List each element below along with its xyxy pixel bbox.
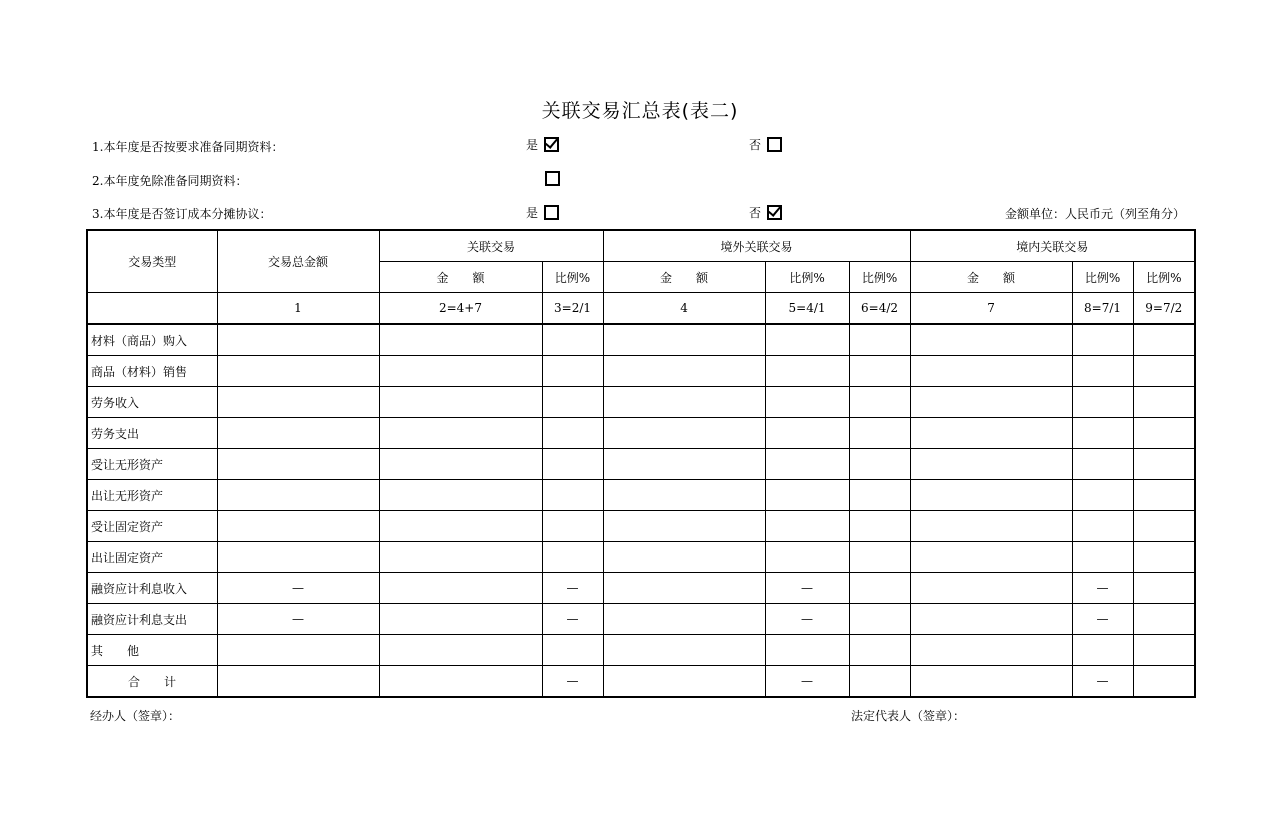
table-cell[interactable] <box>603 604 765 635</box>
table-cell[interactable] <box>1072 356 1133 387</box>
handler-signature: 经办人（签章）： <box>90 709 181 723</box>
table-cell[interactable] <box>849 511 910 542</box>
table-cell[interactable] <box>1072 324 1133 356</box>
row-label: 合 计 <box>87 666 217 698</box>
table-cell[interactable] <box>379 480 542 511</box>
table-cell[interactable]: — <box>1072 573 1133 604</box>
index-cell: 4 <box>603 293 765 325</box>
table-cell[interactable]: — <box>1072 604 1133 635</box>
row-label: 劳务收入 <box>87 387 217 418</box>
table-cell[interactable] <box>910 573 1072 604</box>
checkbox-checked-icon[interactable] <box>767 205 782 220</box>
table-cell[interactable] <box>217 542 379 573</box>
checkbox-checked-icon[interactable] <box>544 137 559 152</box>
table-cell[interactable] <box>217 666 379 698</box>
question-1-yes-label: 是 <box>526 138 539 152</box>
row-label: 融资应计利息支出 <box>87 604 217 635</box>
question-3-no-option[interactable] <box>749 204 782 221</box>
header-amount: 金 额 <box>379 262 542 293</box>
row-label: 出让固定资产 <box>87 542 217 573</box>
question-3-no-label: 否 <box>749 206 762 220</box>
table-cell[interactable] <box>542 356 603 387</box>
checkbox-empty-icon[interactable] <box>767 137 782 152</box>
table-cell[interactable]: — <box>542 573 603 604</box>
question-3-yes-label: 是 <box>526 206 539 220</box>
index-cell: 2=4+7 <box>379 293 542 325</box>
question-3-yes-option[interactable] <box>526 204 559 221</box>
table-row <box>87 604 1195 635</box>
index-cell: 6=4/2 <box>849 293 910 325</box>
table-cell[interactable] <box>379 324 542 356</box>
unit-note: 金额单位：人民币元（列至角分） <box>1004 207 1185 221</box>
checkbox-empty-icon[interactable] <box>545 171 560 186</box>
table-row <box>87 356 1195 387</box>
table-cell[interactable] <box>217 635 379 666</box>
table-cell[interactable] <box>379 573 542 604</box>
table-cell[interactable] <box>217 449 379 480</box>
table-cell[interactable] <box>379 635 542 666</box>
table-cell[interactable] <box>910 418 1072 449</box>
table-cell[interactable] <box>603 387 765 418</box>
table-cell[interactable] <box>542 418 603 449</box>
table-cell[interactable] <box>217 356 379 387</box>
index-cell: 8=7/1 <box>1072 293 1133 325</box>
summary-table <box>86 229 1196 698</box>
table-cell[interactable] <box>603 324 765 356</box>
table-cell[interactable] <box>542 449 603 480</box>
table-cell[interactable] <box>910 449 1072 480</box>
row-label: 受让固定资产 <box>87 511 217 542</box>
header-ratio: 比例% <box>1072 262 1133 293</box>
question-2-text: 2.本年度免除准备同期资料： <box>92 174 248 188</box>
table-cell[interactable]: — <box>217 604 379 635</box>
table-cell[interactable] <box>1133 511 1195 542</box>
table-cell[interactable] <box>849 635 910 666</box>
table-cell[interactable] <box>542 635 603 666</box>
table-cell[interactable] <box>910 356 1072 387</box>
table-cell[interactable] <box>849 542 910 573</box>
table-cell[interactable] <box>1133 418 1195 449</box>
table-cell[interactable] <box>849 356 910 387</box>
table-cell[interactable] <box>765 480 849 511</box>
index-cell-empty <box>87 293 217 325</box>
page-title: 关联交易汇总表(表二) <box>541 100 739 122</box>
table-cell[interactable] <box>217 480 379 511</box>
header-ratio: 比例% <box>765 262 849 293</box>
table-cell[interactable] <box>1133 635 1195 666</box>
header-domestic: 境内关联交易 <box>910 230 1195 262</box>
table-cell[interactable] <box>1072 387 1133 418</box>
total-row <box>87 666 1195 698</box>
table-cell[interactable]: — <box>542 666 603 698</box>
table-cell[interactable] <box>1072 418 1133 449</box>
table-row <box>87 573 1195 604</box>
table-cell[interactable] <box>1133 449 1195 480</box>
table-cell[interactable] <box>217 418 379 449</box>
question-1-no-label: 否 <box>749 138 762 152</box>
header-overseas: 境外关联交易 <box>603 230 910 262</box>
table-cell[interactable]: — <box>765 573 849 604</box>
table-cell[interactable] <box>910 480 1072 511</box>
table-cell[interactable] <box>603 573 765 604</box>
table-cell[interactable] <box>765 356 849 387</box>
table-cell[interactable] <box>849 449 910 480</box>
question-3-text: 3.本年度是否签订成本分摊协议： <box>92 207 272 221</box>
table-cell[interactable] <box>379 604 542 635</box>
table-cell[interactable] <box>603 449 765 480</box>
table-cell[interactable] <box>379 542 542 573</box>
index-row <box>87 293 1195 325</box>
question-1-text: 1.本年度是否按要求准备同期资料： <box>92 140 284 154</box>
table-cell[interactable] <box>603 418 765 449</box>
table-cell[interactable] <box>849 418 910 449</box>
table-cell[interactable] <box>379 418 542 449</box>
table-cell[interactable] <box>217 324 379 356</box>
table-cell[interactable] <box>765 418 849 449</box>
table-cell[interactable] <box>1133 324 1195 356</box>
table-row <box>87 480 1195 511</box>
table-cell[interactable] <box>542 324 603 356</box>
table-cell[interactable]: — <box>217 573 379 604</box>
index-cell: 1 <box>217 293 379 325</box>
row-label: 受让无形资产 <box>87 449 217 480</box>
table-cell[interactable] <box>603 511 765 542</box>
table-cell[interactable] <box>910 324 1072 356</box>
table-row <box>87 635 1195 666</box>
table-cell[interactable] <box>849 666 910 698</box>
header-related: 关联交易 <box>379 230 603 262</box>
row-label: 其 他 <box>87 635 217 666</box>
table-cell[interactable] <box>1072 511 1133 542</box>
table-cell[interactable] <box>1072 542 1133 573</box>
table-cell[interactable] <box>910 387 1072 418</box>
table-cell[interactable] <box>603 542 765 573</box>
index-cell: 5=4/1 <box>765 293 849 325</box>
table-cell[interactable] <box>379 511 542 542</box>
question-1-yes-option[interactable] <box>526 136 559 153</box>
table-cell[interactable] <box>379 387 542 418</box>
table-cell[interactable] <box>765 635 849 666</box>
table-cell[interactable] <box>1072 480 1133 511</box>
table-cell[interactable] <box>1072 449 1133 480</box>
row-label: 劳务支出 <box>87 418 217 449</box>
table-cell[interactable] <box>1072 635 1133 666</box>
question-1-no-option[interactable] <box>749 136 782 153</box>
table-cell[interactable] <box>379 449 542 480</box>
table-cell[interactable] <box>542 542 603 573</box>
table-cell[interactable]: — <box>542 604 603 635</box>
header-ratio: 比例% <box>1133 262 1195 293</box>
table-cell[interactable] <box>910 511 1072 542</box>
table-cell[interactable]: — <box>765 604 849 635</box>
table-cell[interactable] <box>910 666 1072 698</box>
header-row-1 <box>87 230 1195 262</box>
row-label: 融资应计利息收入 <box>87 573 217 604</box>
table-cell[interactable] <box>1133 666 1195 698</box>
index-cell: 7 <box>910 293 1072 325</box>
table-cell[interactable] <box>603 635 765 666</box>
checkbox-empty-icon[interactable] <box>544 205 559 220</box>
table-cell[interactable] <box>910 542 1072 573</box>
table-cell[interactable] <box>765 511 849 542</box>
index-cell: 9=7/2 <box>1133 293 1195 325</box>
table-cell[interactable] <box>1133 387 1195 418</box>
table-cell[interactable] <box>849 324 910 356</box>
table-cell[interactable] <box>849 573 910 604</box>
table-cell[interactable] <box>765 387 849 418</box>
row-label: 材料（商品）购入 <box>87 324 217 356</box>
table-cell[interactable] <box>542 387 603 418</box>
table-cell[interactable] <box>217 511 379 542</box>
legal-rep-signature: 法定代表人（签章）： <box>851 709 966 723</box>
table-cell[interactable] <box>1133 480 1195 511</box>
table-cell[interactable] <box>603 356 765 387</box>
table-row <box>87 387 1195 418</box>
row-label: 出让无形资产 <box>87 480 217 511</box>
table-cell[interactable] <box>765 449 849 480</box>
table-row <box>87 542 1195 573</box>
table-cell[interactable] <box>1133 573 1195 604</box>
table-cell[interactable] <box>849 387 910 418</box>
table-cell[interactable] <box>849 480 910 511</box>
table-cell[interactable] <box>1133 542 1195 573</box>
table-row <box>87 324 1195 356</box>
question-2-option[interactable] <box>545 171 560 186</box>
table-cell[interactable]: — <box>1072 666 1133 698</box>
header-total-amount: 交易总金额 <box>217 230 379 293</box>
header-ratio: 比例% <box>542 262 603 293</box>
table-cell[interactable] <box>603 480 765 511</box>
header-transaction-type: 交易类型 <box>87 230 217 293</box>
table-cell[interactable] <box>603 666 765 698</box>
table-cell[interactable] <box>1133 356 1195 387</box>
table-cell[interactable] <box>542 511 603 542</box>
header-amount: 金 额 <box>910 262 1072 293</box>
table-row <box>87 449 1195 480</box>
table-cell[interactable] <box>379 356 542 387</box>
table-cell[interactable] <box>910 604 1072 635</box>
table-cell[interactable]: — <box>765 666 849 698</box>
index-cell: 3=2/1 <box>542 293 603 325</box>
table-cell[interactable] <box>910 635 1072 666</box>
table-row <box>87 418 1195 449</box>
table-cell[interactable] <box>542 480 603 511</box>
header-ratio: 比例% <box>849 262 910 293</box>
table-cell[interactable] <box>765 324 849 356</box>
table-cell[interactable] <box>379 666 542 698</box>
table-row <box>87 511 1195 542</box>
table-cell[interactable] <box>1133 604 1195 635</box>
table-cell[interactable] <box>217 387 379 418</box>
row-label: 商品（材料）销售 <box>87 356 217 387</box>
table-cell[interactable] <box>765 542 849 573</box>
table-cell[interactable] <box>849 604 910 635</box>
header-amount: 金 额 <box>603 262 765 293</box>
